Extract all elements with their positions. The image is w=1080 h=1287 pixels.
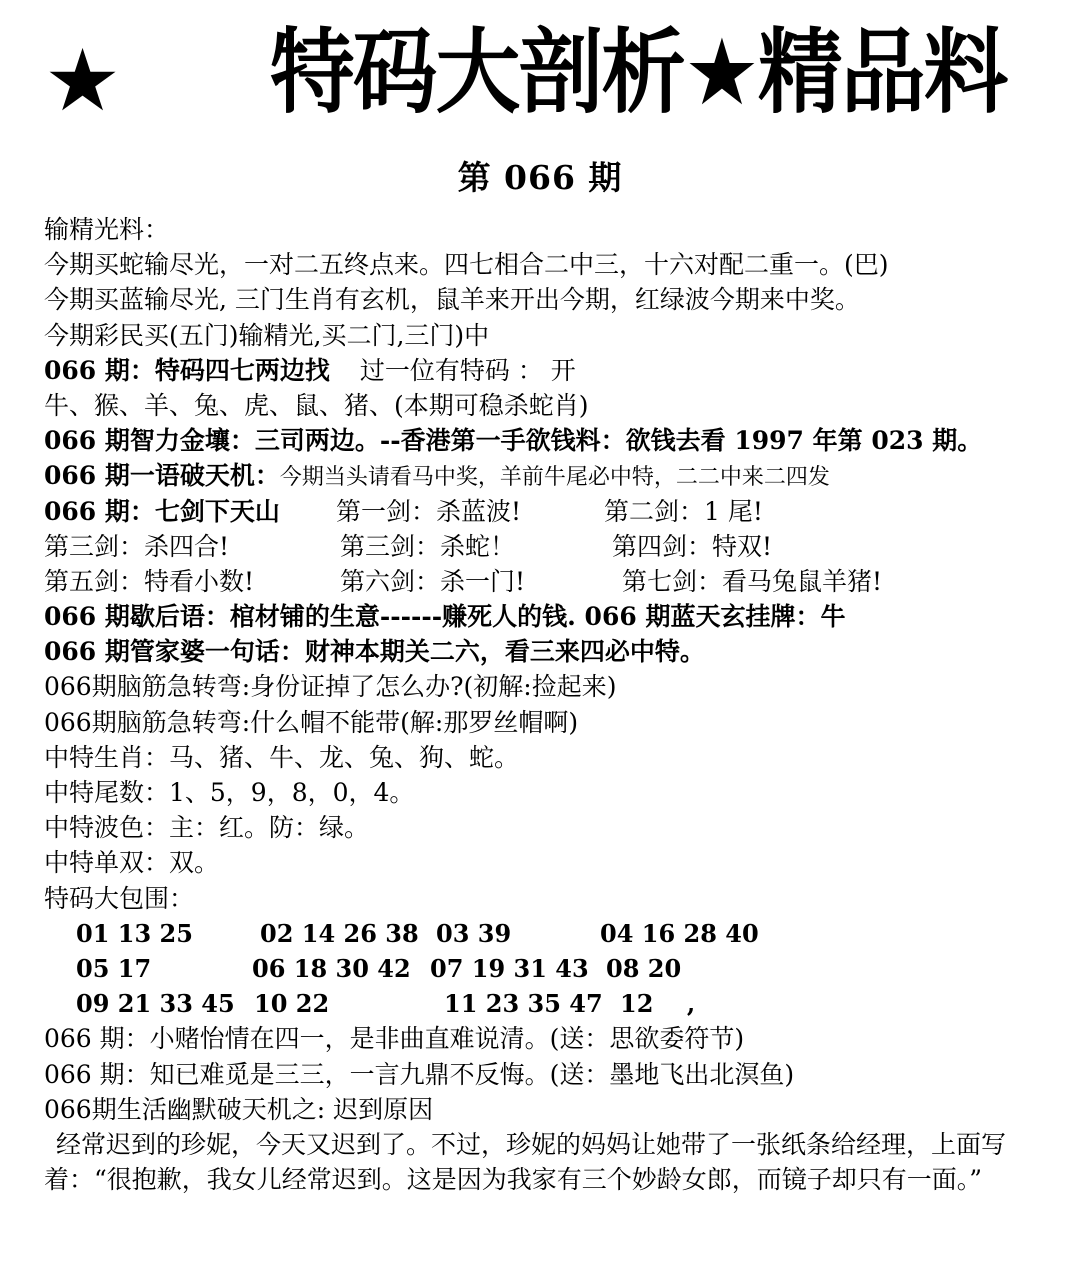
line-text: 中特尾数：1、5，9，8，0，4。 bbox=[44, 778, 415, 807]
line-text: 中特生肖：马、猪、牛、龙、兔、狗、蛇。 bbox=[44, 742, 520, 772]
line-text: 今期买蓝输尽光, 三门生肖有玄机，鼠羊来开出今期，红绿波今期来中奖。 bbox=[44, 285, 860, 315]
line-text: 牛、猴、羊、兔、虎、鼠、猪、(本期可稳杀蛇肖) bbox=[44, 390, 589, 420]
line-text: 中特波色：主：红。防：绿。 bbox=[44, 813, 370, 843]
line-text: 066 期：知已难觅是三三，一言九鼎不反悔。(送：墨地飞出北溟鱼) bbox=[44, 1059, 795, 1089]
sword-item: 066 期：七剑下天山 bbox=[44, 496, 280, 526]
line-text: 今期彩民买(五门)输精光,买二门,三门)中 bbox=[44, 320, 490, 350]
number-row bbox=[44, 916, 1064, 951]
number-group: 10 22 bbox=[254, 989, 330, 1019]
line-text bbox=[44, 564, 1064, 599]
line-section-heading: 输精光料： bbox=[44, 215, 170, 244]
line-text: 066 期智力金壤：三司两边。--香港第一手欲钱料：欲钱去看 1997 年第 023 期。 bbox=[44, 426, 983, 456]
sword-item: 第六剑：杀一门! bbox=[340, 566, 526, 596]
number-group: 03 39 bbox=[436, 918, 512, 948]
header bbox=[0, 0, 1080, 150]
number-group: 05 17 bbox=[76, 953, 152, 983]
number-group: 08 20 bbox=[606, 953, 682, 983]
number-group: 01 13 25 bbox=[76, 918, 193, 948]
line-text bbox=[44, 353, 1064, 388]
sword-item: 第二剑：1 尾! bbox=[604, 496, 763, 526]
number-group: 07 19 31 43 bbox=[430, 953, 589, 983]
joke-paragraph: 经常迟到的珍妮，今天又迟到了。不过，珍妮的妈妈让她带了一张纸条给经理，上面写着：“很抱歉，我女儿经常迟到。这是因为我家有三个妙龄女郎，而镜子却只有一面。” bbox=[44, 1129, 1007, 1195]
line-text bbox=[44, 458, 1064, 493]
document-body bbox=[44, 212, 1064, 1197]
issue-number: 第 066 期 bbox=[457, 158, 623, 197]
line-text: 066 期管家婆一句话：财神本期关二六，看三来四必中特。 bbox=[44, 637, 705, 667]
sword-item: 第三剑：杀四合! bbox=[44, 531, 230, 561]
line-segment: 066 期一语破天机： bbox=[44, 461, 280, 491]
line-text: 今期买蛇输尽光，一对二五终点来。四七相合二中三，十六对配二重一。(巴) bbox=[44, 250, 889, 280]
star-icon: ★ bbox=[44, 31, 122, 131]
number-group: 02 14 26 38 bbox=[260, 918, 419, 948]
sword-item: 第一剑：杀蓝波! bbox=[336, 496, 522, 526]
number-group: 12 , bbox=[620, 989, 696, 1019]
line-text: 066 期：小赌怡情在四一，是非曲直难说清。(送：思欲委符节) bbox=[44, 1024, 745, 1054]
sword-item: 第五剑：特看小数! bbox=[44, 566, 255, 596]
number-group: 06 18 30 42 bbox=[252, 953, 411, 983]
sword-item: 第七剑：看马兔鼠羊猪! bbox=[622, 566, 883, 596]
sword-item: 第四剑：特双! bbox=[612, 531, 773, 561]
page-title: 特码大剖析★精品料 bbox=[270, 19, 1007, 126]
number-group: 04 16 28 40 bbox=[600, 918, 759, 948]
line-text: 中特单双：双。 bbox=[44, 848, 220, 878]
number-row bbox=[44, 986, 1064, 1021]
line-segment: 066 期：特码四七两边找 bbox=[44, 355, 330, 385]
line-text: 066期生活幽默破天机之: 迟到原因 bbox=[44, 1094, 434, 1124]
line-text: 066期脑筋急转弯:身份证掉了怎么办?(初解:捡起来) bbox=[44, 672, 617, 702]
line-text bbox=[44, 494, 1064, 529]
number-group: 09 21 33 45 bbox=[76, 989, 235, 1019]
line-text: 066期脑筋急转弯:什么帽不能带(解:那罗丝帽啊) bbox=[44, 707, 579, 737]
line-text bbox=[44, 529, 1064, 564]
line-text: 066 期歇后语：棺材铺的生意------赚死人的钱. 066 期蓝天玄挂牌：牛 bbox=[44, 602, 846, 632]
line-segment: 今期当头请看马中奖，羊前牛尾必中特，二二中来二四发 bbox=[279, 465, 830, 491]
line-text: 特码大包围： bbox=[44, 883, 195, 913]
line-segment: 过一位有特码 ： 开 bbox=[359, 355, 576, 385]
number-group: 11 23 35 47 bbox=[444, 989, 603, 1019]
number-row bbox=[44, 951, 1064, 986]
sword-item: 第三剑：杀蛇！ bbox=[340, 531, 516, 561]
